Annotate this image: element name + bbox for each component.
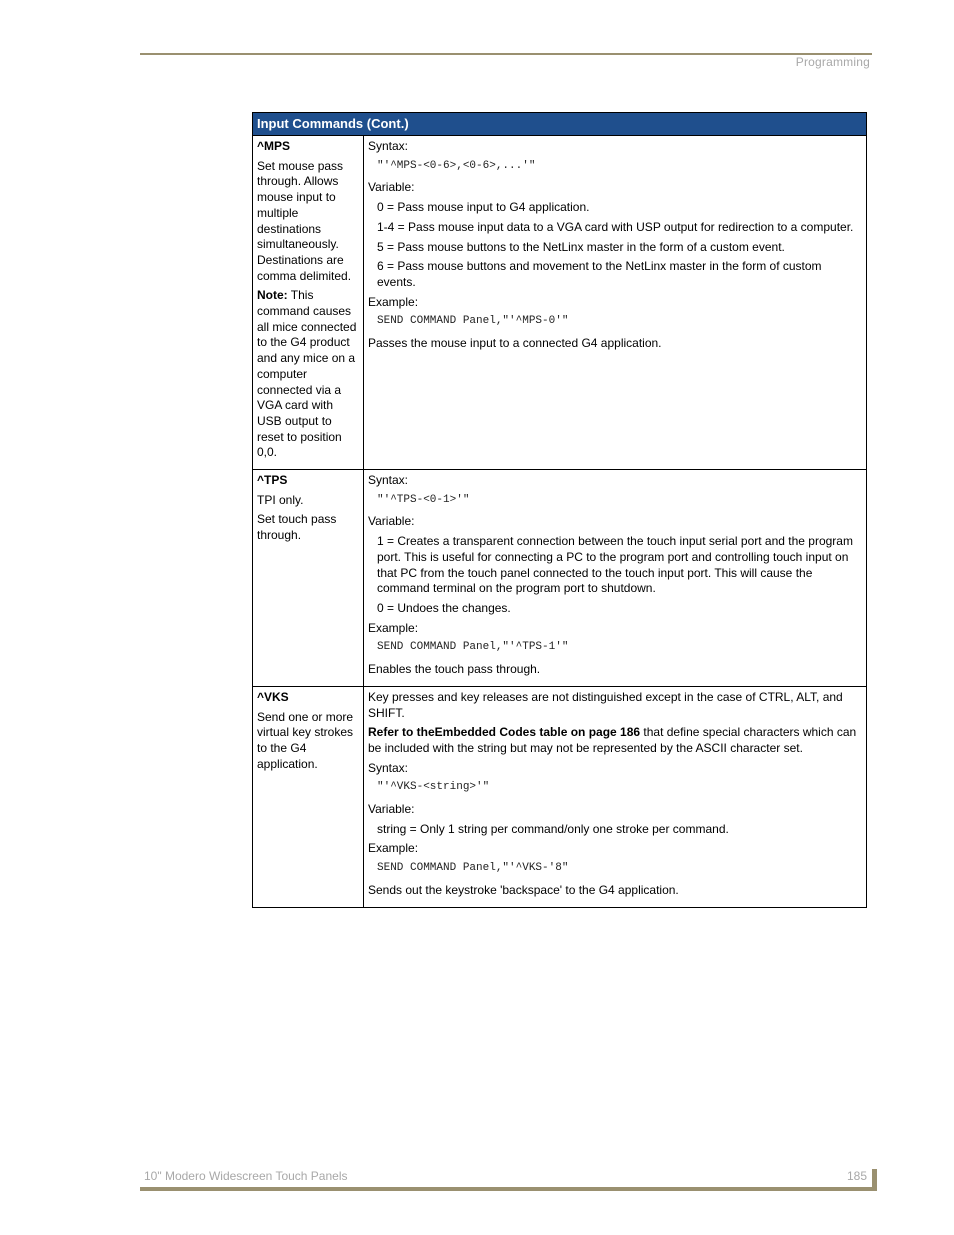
variable-item: 1-4 = Pass mouse input data to a VGA card with USP output for redirection to a computer. xyxy=(377,219,854,234)
command-cell xyxy=(253,470,364,687)
example-label: Example: xyxy=(368,841,419,856)
note-text: This command causes all mice connected to the G4 product and any mice on a computer connected via a VGA card with USB output to reset to position 0,0. xyxy=(257,288,357,460)
example-label: Example: xyxy=(368,294,419,309)
variable-item: 1 = Creates a transparent connection between the touch input serial port and the program port. This is useful for connecting a PC to the program port and controlling touch input on that PC from the touch panel connected to the touch input port. This will cause the command terminal on the program port to shutdown. xyxy=(377,534,853,596)
example-result: Enables the touch pass through. xyxy=(368,662,541,677)
footer-rule xyxy=(140,1187,877,1191)
header-rule xyxy=(140,53,872,55)
table-row xyxy=(253,686,867,907)
table-title: Input Commands (Cont.) xyxy=(253,113,867,136)
details-cell xyxy=(364,136,867,470)
command-name: ^TPS xyxy=(257,473,288,488)
section-label: Programming xyxy=(795,55,870,69)
variable-label: Variable: xyxy=(368,802,415,817)
variable-item: string = Only 1 string per command/only one stroke per command. xyxy=(377,821,729,836)
note-label: Note: xyxy=(257,288,288,303)
syntax-label: Syntax: xyxy=(368,139,409,153)
variable-label: Variable: xyxy=(368,180,415,195)
example-code: SEND COMMAND Panel,"'^TPS-1'" xyxy=(377,641,569,654)
example-result: Sends out the keystroke 'backspace' to the G4 application. xyxy=(368,882,679,897)
command-name: ^MPS xyxy=(257,139,291,153)
command-note xyxy=(257,288,359,461)
footer-title: 10" Modero Widescreen Touch Panels xyxy=(144,1169,348,1183)
variable-item: 5 = Pass mouse buttons to the NetLinx master in the form of a custom event. xyxy=(377,239,785,254)
command-description: Set touch pass through. xyxy=(257,512,337,543)
variable-item: 6 = Pass mouse buttons and movement to the NetLinx master in the form of custom events. xyxy=(377,259,822,289)
refer-rest: that define special characters which can be included with the string but may not be represented by the ASCII character set. xyxy=(368,725,857,755)
intro-text: Key presses and key releases are not distinguished except in the case of CTRL, ALT, and SHIFT. xyxy=(368,689,843,720)
variable-item: 0 = Undoes the changes. xyxy=(377,600,511,615)
syntax-code: "'^VKS-<string>'" xyxy=(377,781,490,794)
table-row xyxy=(253,470,867,687)
command-description: TPI only. xyxy=(257,492,304,507)
footer-corner-rule xyxy=(872,1169,877,1191)
syntax-label: Syntax: xyxy=(368,760,409,775)
syntax-code: "'^MPS-<0-6>,<0-6>,...'" xyxy=(377,159,536,172)
example-code: SEND COMMAND Panel,"'^VKS-'8" xyxy=(377,862,569,875)
example-code: SEND COMMAND Panel,"'^MPS-0'" xyxy=(377,315,569,328)
command-name: ^VKS xyxy=(257,689,289,704)
syntax-label: Syntax: xyxy=(368,473,409,488)
variable-item: 0 = Pass mouse input to G4 application. xyxy=(377,200,590,215)
page-number: 185 xyxy=(846,1169,867,1183)
syntax-code: "'^TPS-<0-1>'" xyxy=(377,493,470,506)
refer-link[interactable]: Refer to theEmbedded Codes table on page 186 xyxy=(368,725,641,740)
refer-text xyxy=(368,725,862,756)
example-label: Example: xyxy=(368,620,419,635)
command-description: Send one or more virtual key strokes to the G4 application. xyxy=(257,709,354,771)
details-cell xyxy=(364,470,867,687)
example-result: Passes the mouse input to a connected G4 application. xyxy=(368,336,662,351)
variable-label: Variable: xyxy=(368,514,415,529)
command-cell xyxy=(253,136,364,470)
input-commands-table xyxy=(252,112,867,908)
command-cell xyxy=(253,686,364,907)
command-description: Set mouse pass through. Allows mouse input to multiple destinations simultaneously. Destinations are comma delimited. xyxy=(257,158,352,283)
details-cell xyxy=(364,686,867,907)
table-row xyxy=(253,136,867,470)
